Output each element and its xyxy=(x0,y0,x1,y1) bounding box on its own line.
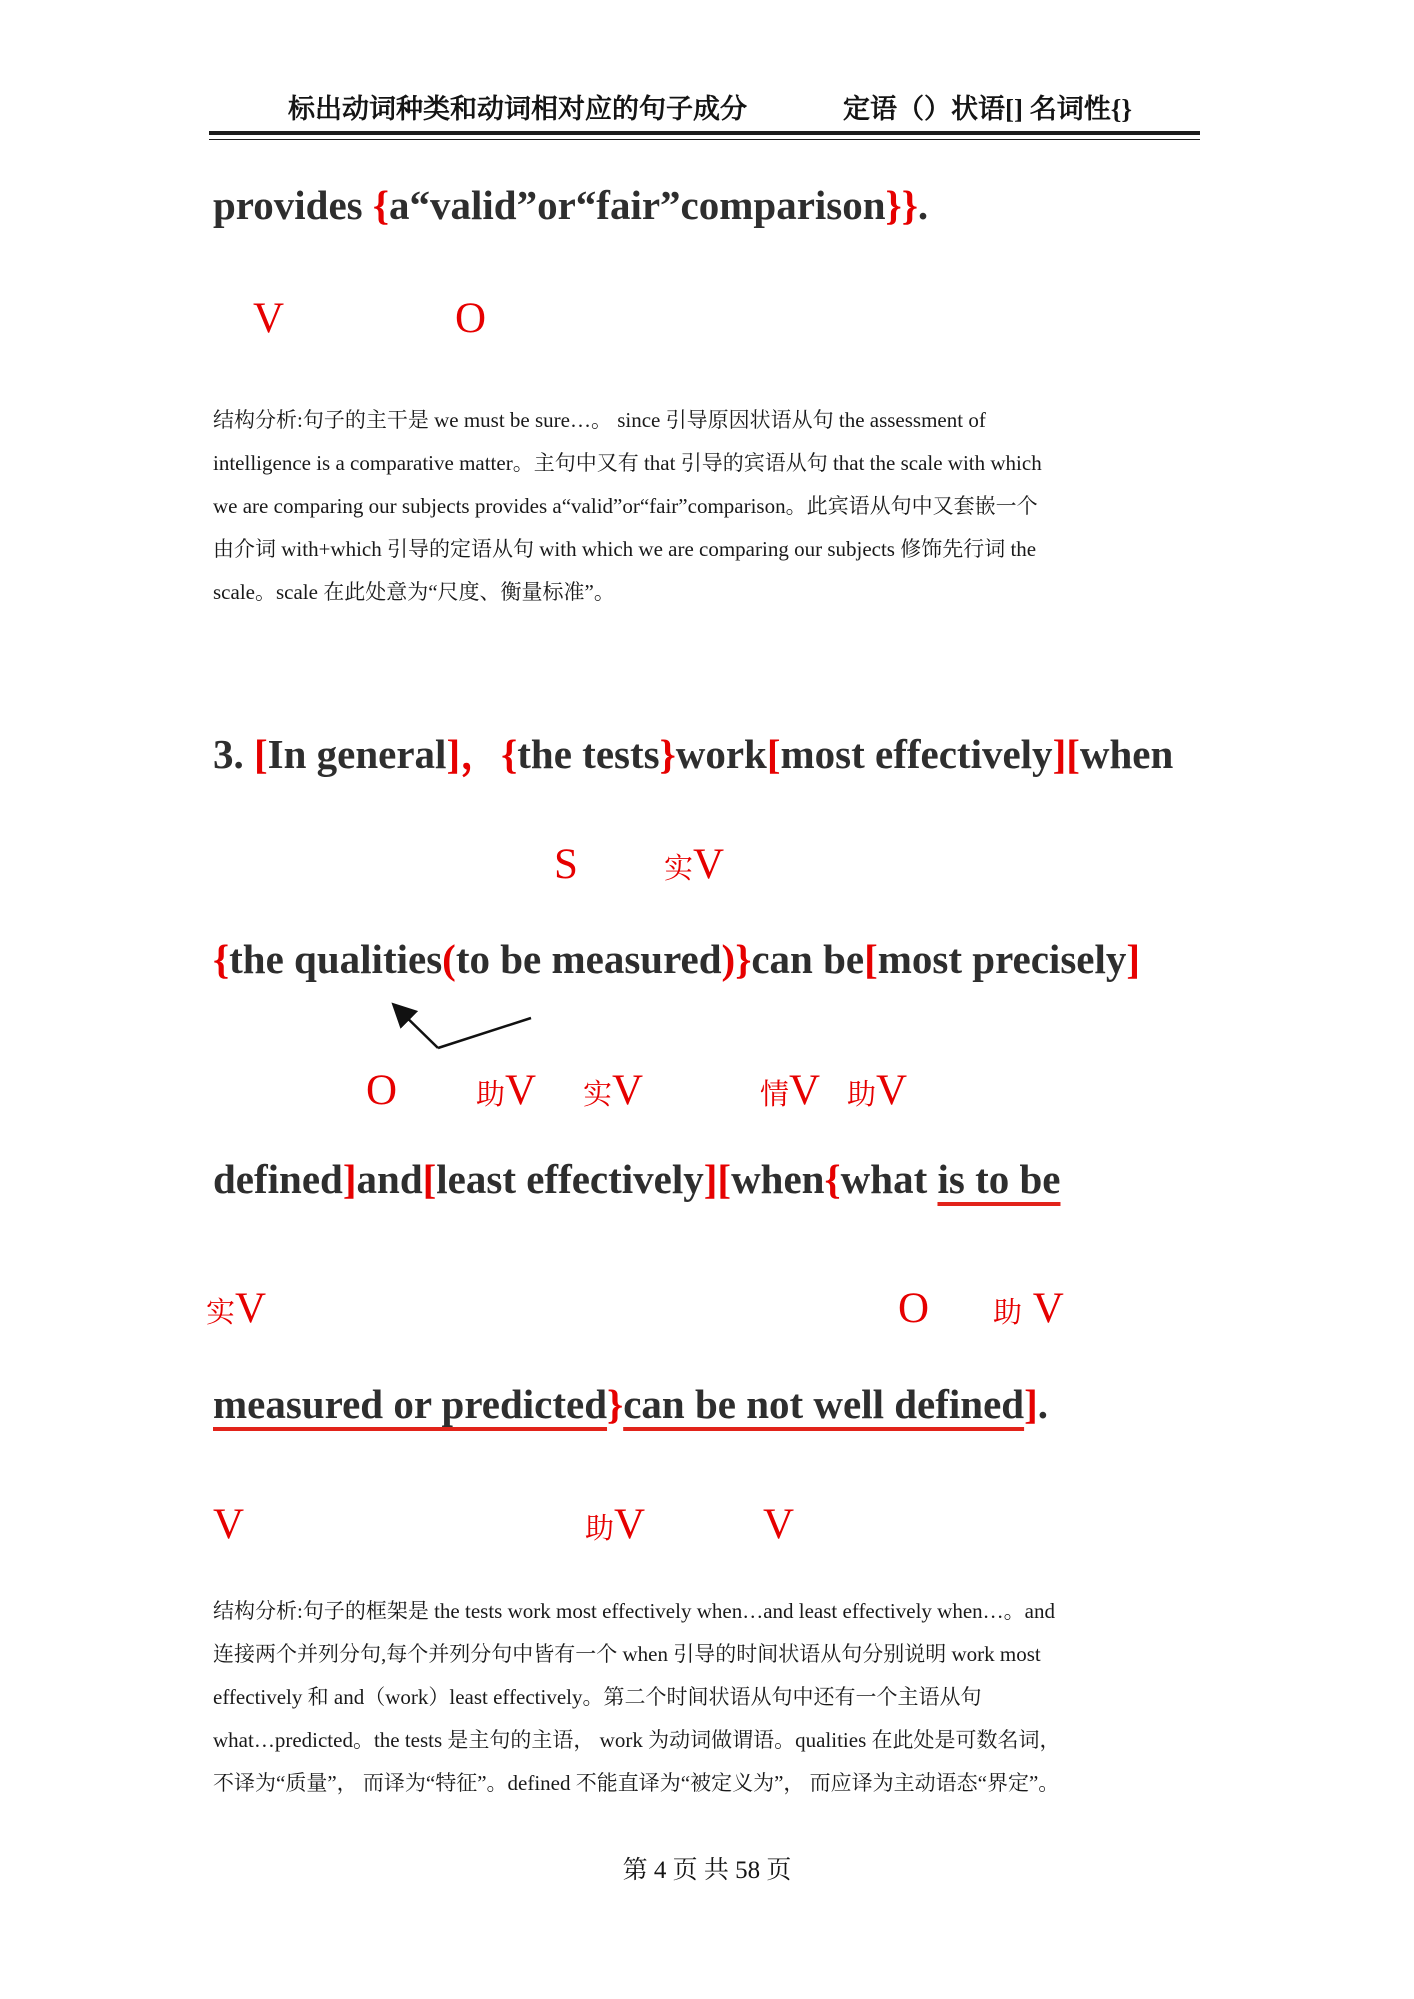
bracket-segment: [ xyxy=(1066,731,1080,777)
bracket-segment: [ xyxy=(422,1156,437,1202)
bracket-segment: ] xyxy=(342,1156,357,1202)
bracket-segment: [ xyxy=(864,936,878,982)
grammar-label xyxy=(366,1069,397,1112)
grammar-label-letter: V xyxy=(505,1067,537,1114)
header-divider-thin-line xyxy=(209,139,1200,140)
bracket-segment: [ xyxy=(254,731,268,777)
sentence-segment: defined xyxy=(213,1156,343,1202)
sentence-segment: the tests xyxy=(517,731,660,777)
grammar-label-cn-char: 情 xyxy=(760,1079,790,1111)
header-divider-thick-line xyxy=(209,131,1200,135)
analysis-line: what…predicted。the tests 是主句的主语， work 为动词做谓语。qualities 在此处是可数名词， xyxy=(213,1728,1061,1752)
grammar-label xyxy=(213,1503,244,1546)
sentence-segment: when xyxy=(731,1156,825,1202)
grammar-label xyxy=(664,843,724,886)
sentence3-line-4 xyxy=(213,1381,1048,1428)
bracket-segment: ] xyxy=(1024,1381,1038,1427)
grammar-label xyxy=(455,297,486,340)
grammar-label-letter: V xyxy=(235,1285,267,1332)
bracket-segment: } xyxy=(607,1381,624,1427)
analysis-line: scale。scale 在此处意为“尺度、衡量标准”。 xyxy=(213,580,615,604)
sentence-segment: is to be xyxy=(937,1156,1061,1202)
bracket-segment: ( xyxy=(442,936,456,982)
grammar-label-letter: V xyxy=(612,1067,644,1114)
grammar-label-row-1 xyxy=(0,297,1414,353)
bracket-segment: ] xyxy=(1126,936,1141,982)
grammar-label-letter: O xyxy=(898,1285,930,1332)
bracket-segment: { xyxy=(213,936,230,982)
grammar-label-letter: V xyxy=(693,841,725,888)
grammar-label-cn-char: 助 xyxy=(847,1079,877,1111)
sentence-segment: can be not well defined xyxy=(623,1381,1025,1427)
grammar-label-letter: V xyxy=(614,1501,646,1548)
sentence-segment: . xyxy=(917,182,929,228)
sentence-segment: can be xyxy=(751,936,865,982)
analysis-line: 不译为“质量”， 而译为“特征”。defined 不能直译为“被定义为”， 而应译为主动语态“界定”。 xyxy=(213,1771,1060,1795)
bracket-segment: ] xyxy=(1052,731,1067,777)
grammar-label xyxy=(583,1069,643,1112)
analysis-line: 结构分析:句子的主干是 we must be sure…。 since 引导原因状语从句 the assessment of xyxy=(213,408,986,432)
header-divider xyxy=(209,131,1200,140)
annotation-arrow xyxy=(375,995,545,1057)
bracket-segment: ] xyxy=(446,731,461,777)
header-left-text: 标出动词种类和动词相对应的句子成分 xyxy=(288,94,747,124)
sentence-segment: most precisely xyxy=(877,936,1127,982)
bracket-segment: ] xyxy=(703,1156,718,1202)
analysis-paragraph-2 xyxy=(213,1590,1205,1805)
grammar-label-cn-char: 实 xyxy=(583,1079,613,1111)
grammar-label-cn-char: 助 xyxy=(993,1297,1023,1329)
sentence-segment: measured or predicted xyxy=(213,1381,608,1427)
grammar-label-letter: V xyxy=(213,1501,245,1548)
grammar-label xyxy=(993,1287,1064,1330)
sentence3-line-2 xyxy=(213,936,1140,983)
bracket-segment: { xyxy=(372,182,390,228)
grammar-label xyxy=(763,1503,794,1546)
sentence-segment: what xyxy=(840,1156,938,1202)
sentence-segment: In general xyxy=(267,731,447,777)
grammar-label xyxy=(760,1069,820,1112)
grammar-label-cn-char: 助 xyxy=(585,1513,615,1545)
grammar-label-row-5 xyxy=(0,1503,1414,1559)
sentence-segment: most effectively xyxy=(780,731,1053,777)
grammar-label-row-3 xyxy=(0,1069,1414,1125)
grammar-label-cn-char: 助 xyxy=(476,1079,506,1111)
grammar-label-letter: V xyxy=(876,1067,908,1114)
sentence-segment: work xyxy=(675,731,767,777)
sentence3-line-1 xyxy=(213,731,1173,778)
analysis-line: 由介词 with+which 引导的定语从句 with which we are comparing our subjects 修饰先行词 the xyxy=(213,537,1037,561)
sentence-segment: when xyxy=(1079,731,1174,777)
grammar-label-letter: V xyxy=(253,295,285,342)
sentence-segment: to be measured xyxy=(455,936,722,982)
bracket-segment: { xyxy=(501,731,518,777)
grammar-label-letter: V xyxy=(1022,1285,1064,1332)
grammar-label-letter: O xyxy=(455,295,487,342)
analysis-line: effectively 和 and（work）least effectively。第二个时间状语从句中还有一个主语从句 xyxy=(213,1685,982,1709)
grammar-label xyxy=(554,843,578,886)
bracket-segment: ， xyxy=(460,731,502,777)
grammar-label xyxy=(898,1287,929,1330)
sentence-segment: least effectively xyxy=(436,1156,704,1202)
grammar-label xyxy=(253,297,284,340)
bracket-segment: [ xyxy=(766,731,781,777)
bracket-segment: { xyxy=(824,1156,841,1202)
analysis-line: 连接两个并列分句,每个并列分句中皆有一个 when 引导的时间状语从句分别说明 work most xyxy=(213,1642,1041,1666)
analysis-line: intelligence is a comparative matter。主句中又有 that 引导的宾语从句 that the scale with which xyxy=(213,451,1042,475)
sentence-segment: a“valid”or“fair”comparison xyxy=(389,182,886,228)
grammar-label xyxy=(206,1287,266,1330)
grammar-label-cn-char: 实 xyxy=(206,1297,236,1329)
bracket-segment: [ xyxy=(717,1156,732,1202)
bracket-segment: } xyxy=(735,936,752,982)
sentence-segment: the qualities xyxy=(229,936,443,982)
grammar-label-row-4 xyxy=(0,1287,1414,1343)
grammar-label-letter: O xyxy=(366,1067,398,1114)
sentence2-fragment-line xyxy=(213,182,928,229)
bracket-segment: }} xyxy=(885,182,918,228)
bracket-segment: ) xyxy=(721,936,736,982)
grammar-label-letter: V xyxy=(789,1067,821,1114)
grammar-label xyxy=(585,1503,645,1546)
sentence-segment: 3. xyxy=(213,731,254,777)
bracket-segment: } xyxy=(659,731,676,777)
sentence3-line-3 xyxy=(213,1156,1060,1203)
analysis-line: we are comparing our subjects provides a“valid”or“fair”comparison。此宾语从句中又套嵌一个 xyxy=(213,494,1038,518)
grammar-label xyxy=(476,1069,536,1112)
page-number-footer: 第 4 页 共 58 页 xyxy=(622,1857,792,1884)
sentence-segment: and xyxy=(356,1156,423,1202)
grammar-label-letter: S xyxy=(554,841,578,888)
analysis-line: 结构分析:句子的框架是 the tests work most effectively when…and least effectively when…。and xyxy=(213,1599,1055,1623)
sentence-segment: provides xyxy=(213,182,373,228)
grammar-label-cn-char: 实 xyxy=(664,853,694,885)
header-right-text: 定语（）状语[] 名词性{} xyxy=(843,94,1133,124)
grammar-label-letter: V xyxy=(763,1501,795,1548)
grammar-label xyxy=(847,1069,907,1112)
analysis-paragraph-1 xyxy=(213,399,1205,614)
sentence-segment: . xyxy=(1037,1381,1048,1427)
grammar-label-row-2 xyxy=(0,843,1414,899)
